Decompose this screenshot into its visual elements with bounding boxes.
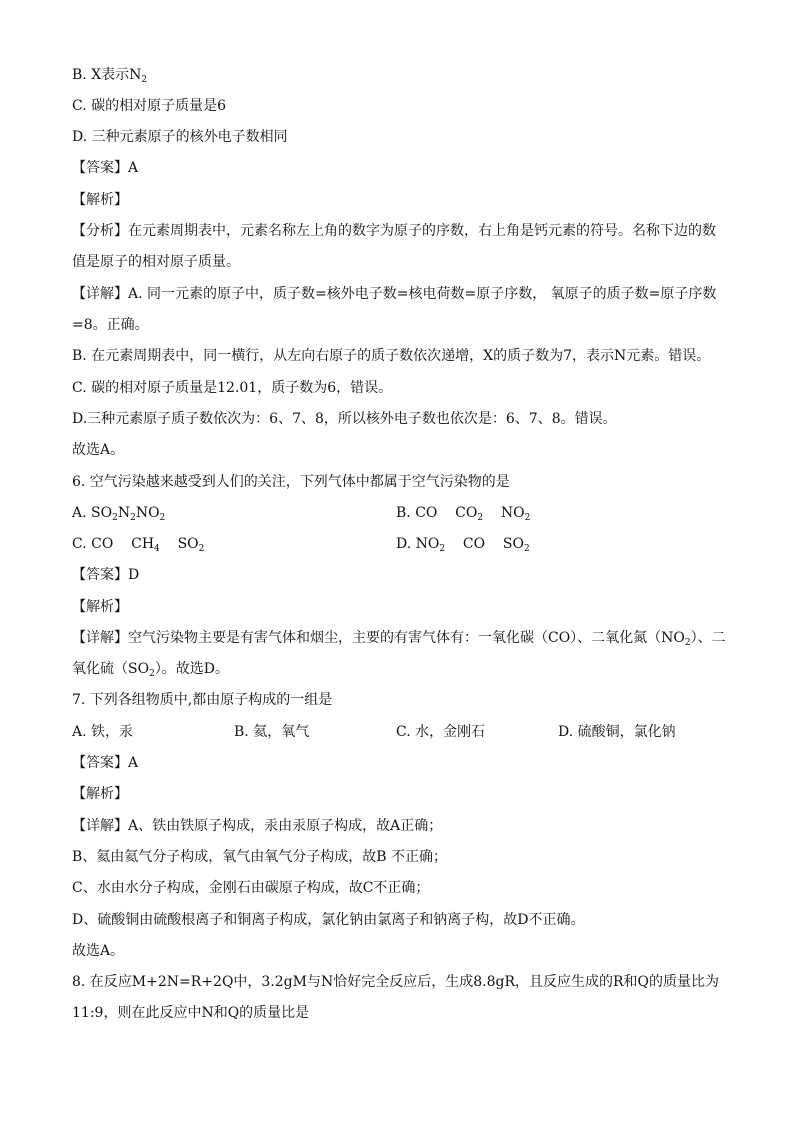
q7-option-a: A. 铁，汞 [72, 724, 134, 740]
q5-answer: 【答案】A [72, 160, 139, 176]
q7-option-d: D. 硫酸铜，氯化钠 [558, 724, 676, 740]
q7-xiangjie-a: 【详解】A、铁由铁原子构成，汞由汞原子构成，故A正确； [72, 818, 443, 834]
q6-option-d: D. $NO_2$ CO $SO_2$ [396, 536, 530, 554]
q8-stem-line1: 8. 在反应M+2N=R+2Q中，3.2gM与N恰好完全反应后，生成8.8gR，且反应生成的R和Q的质量比为 [72, 974, 720, 990]
q5-explain-c: C. 碳的相对原子质量是12.01，质子数为6，错误。 [72, 380, 393, 396]
q7-explain-d: D、硫酸铜由硫酸根离子和铜离子构成，氯化钠由氯离子和钠离子构，故D不正确。 [72, 912, 585, 928]
q5-fenxi-line2: 值是原子的相对原子质量。 [72, 254, 240, 270]
q5-explain-d: D.三种元素原子质子数依次为：6、7、8，所以核外电子数也依次是：6、7、8。错误。 [72, 411, 617, 427]
q7-option-b: B. 氦，氧气 [234, 724, 310, 740]
q5-fenxi-line1: 【分析】在元素周期表中，元素名称左上角的数字为原子的序数，右上角是钙元素的符号。名称下边的数 [72, 223, 716, 239]
q5-xiangjie-line1: 【详解】A. 同一元素的原子中，质子数=核外电子数=核电荷数=原子序数， 氧原子的质子数=原子序数 [72, 286, 717, 302]
q5-choose: 故选A。 [72, 442, 125, 458]
q5-option-d: D. 三种元素原子的核外电子数相同 [72, 129, 288, 145]
q6-answer: 【答案】D [72, 567, 140, 583]
q7-explain-c: C、水由水分子构成，金刚石由碳原子构成，故C不正确； [72, 880, 430, 896]
q7-choose: 故选A。 [72, 943, 125, 959]
q7-option-c: C. 水，金刚石 [396, 724, 486, 740]
q7-answer: 【答案】A [72, 755, 139, 771]
q6-option-a: A. $SO_2N_2NO_2$ [72, 505, 166, 523]
q5-analysis-heading: 【解析】 [72, 192, 128, 208]
q6-analysis-heading: 【解析】 [72, 599, 128, 615]
q6-stem: 6. 空气污染越来越受到人们的关注，下列气体中都属于空气污染物的是 [72, 474, 510, 490]
q6-option-b: B. CO $CO_2$ $NO_2$ [396, 505, 531, 523]
q6-option-c: C. CO $CH_4$ $SO_2$ [72, 536, 205, 554]
q8-stem-line2: 11:9，则在此反应中N和Q的质量比是 [72, 1005, 310, 1021]
q7-analysis-heading: 【解析】 [72, 786, 128, 802]
q5-xiangjie-line2: =8。正确。 [72, 317, 149, 333]
q6-xiangjie-line1: 【详解】空气污染物主要是有害气体和烟尘，主要的有害气体有：一氧化碳（CO）、二氧化氮$(NO_2)$、二 [72, 630, 726, 648]
q6-xiangjie-line2: 氧化硫$(SO_2)$。故选D。 [72, 661, 230, 679]
q5-explain-b: B. 在元素周期表中，同一横行，从左向右原子的质子数依次递增，X的质子数为7，表示N元素。错误。 [72, 348, 711, 364]
q5-option-c: C. 碳的相对原子质量是6 [72, 98, 227, 114]
q5-option-b: B. X表示$N_2$ [72, 67, 148, 85]
q7-stem: 7. 下列各组物质中,都由原子构成的一组是 [72, 692, 333, 708]
q7-explain-b: B、氦由氦气分子构成，氧气由氧气分子构成，故B 不正确； [72, 849, 448, 865]
